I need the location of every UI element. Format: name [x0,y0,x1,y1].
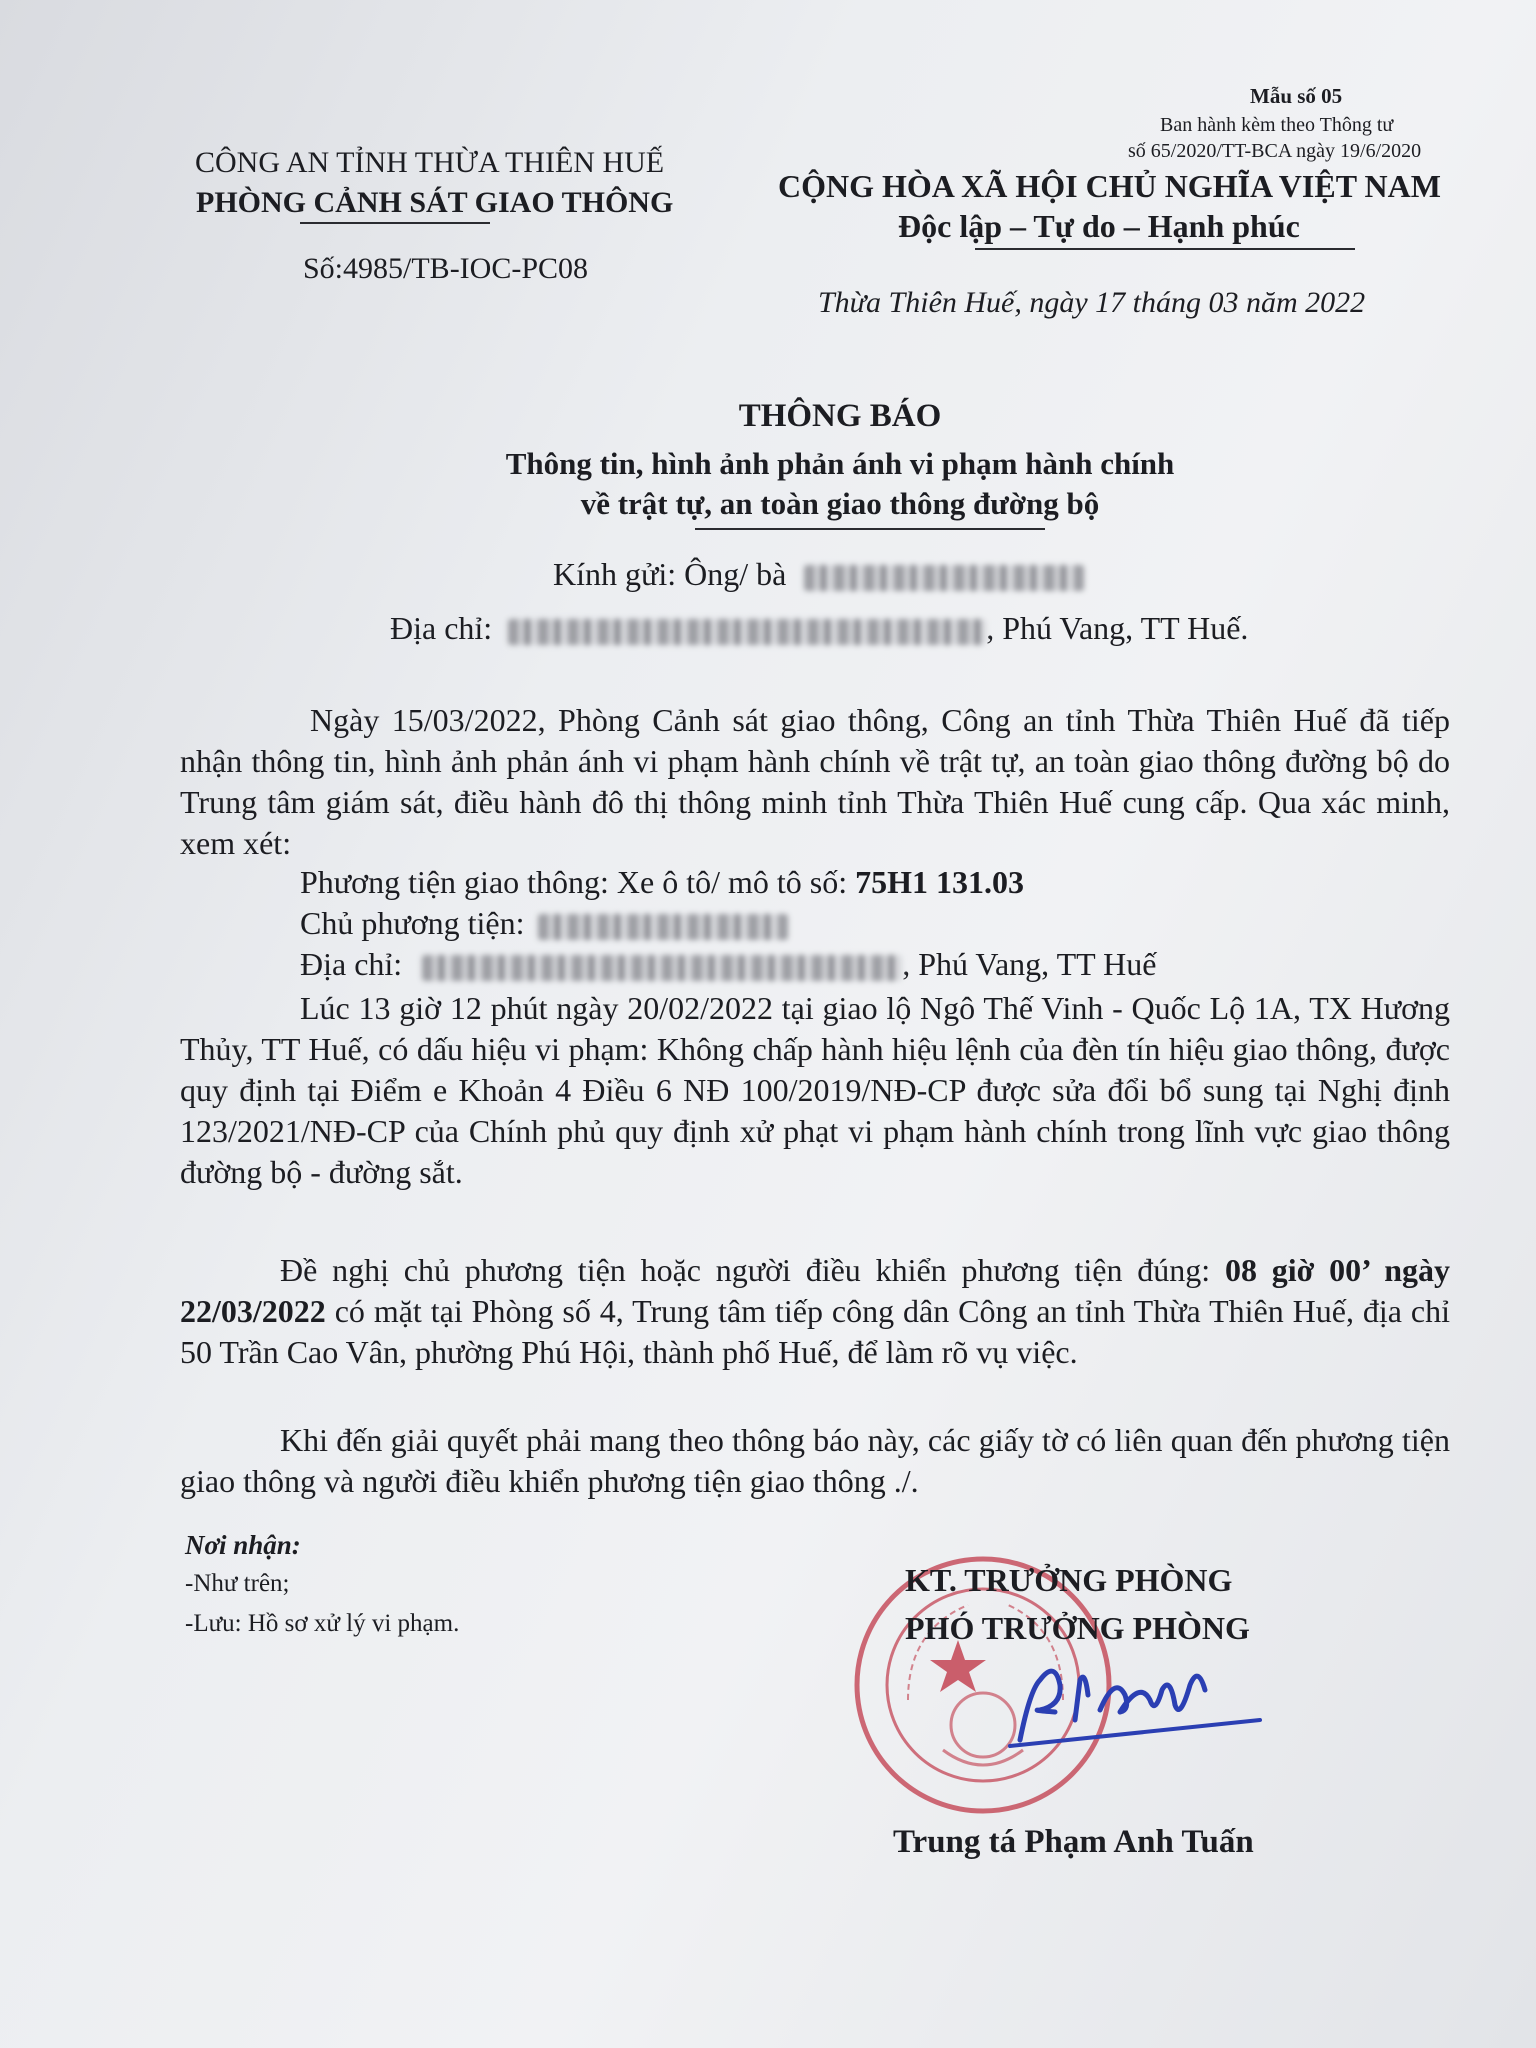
paragraph-intro: Ngày 15/03/2022, Phòng Cảnh sát giao thông, Công an tỉnh Thừa Thiên Huế đã tiếp nhận thông tin, hình ảnh phản ánh vi phạm hành chính về trật tự, an toàn giao thông đường bộ do Trung tâm giám sát, điều hành đô thị thông minh tỉnh Thừa Thiên Huế cung cấp. Qua xác minh, xem xét: [180,702,1450,861]
owner-line [300,905,788,942]
handwritten-signature [1000,1650,1270,1770]
agency-parent: CÔNG AN TỈNH THỪA THIÊN HUẾ [195,146,665,179]
recipient-address-label: Địa chỉ: [390,610,493,646]
owner-label: Chủ phương tiện: [300,905,525,941]
owner-address-label: Địa chỉ: [300,946,403,982]
recipient-line [553,556,1084,593]
paragraph-request [180,1250,1450,1373]
vehicle-plate: 75H1 131.03 [855,864,1025,900]
recipients-line-1: -Như trên; [185,1570,290,1597]
national-motto: Độc lập – Tự do – Hạnh phúc [898,208,1300,244]
title-underline [695,528,1045,530]
paragraph-instructions: Khi đến giải quyết phải mang theo thông báo này, các giấy tờ có liên quan đến phương tiện giao thông và người điều khiển phương tiện giao thông ./. [180,1422,1450,1499]
appointment-time: 08 giờ 00’ ngày 22/03/2022 [180,1252,1451,1329]
redacted-recipient-name [804,565,1084,591]
signature-title-2: PHÓ TRƯỞNG PHÒNG [905,1610,1250,1646]
form-circular: số 65/2020/TT-BCA ngày 19/6/2020 [1128,140,1422,162]
request-text-a: Đề nghị chủ phương tiện hoặc người điều khiển phương tiện đúng: [280,1252,1211,1288]
place-date: Thừa Thiên Huế, ngày 17 tháng 03 năm 2022 [818,286,1366,319]
agency-underline [300,222,490,224]
recipients-label: Nơi nhận: [185,1530,301,1560]
signer-name: Trung tá Phạm Anh Tuấn [893,1824,1254,1860]
recipient-label: Kính gửi: Ông/ bà [553,556,787,592]
agency-name: PHÒNG CẢNH SÁT GIAO THÔNG [196,186,674,219]
vehicle-label: Phương tiện giao thông: Xe ô tô/ mô tô số: [300,864,848,900]
paragraph-violation: Lúc 13 giờ 12 phút ngày 20/02/2022 tại giao lộ Ngô Thế Vinh - Quốc Lộ 1A, TX Hương Thủy, TT Huế, có dấu hiệu vi phạm: Không chấp hành hiệu lệnh của đèn tín hiệu giao thông, được quy định tại Điểm e Khoản 4 Điều 6 NĐ 100/2019/NĐ-CP được sửa đổi bổ sung tại Nghị định 123/2021/NĐ-CP của Chính phủ quy định xử phạt vi phạm hành chính trong lĩnh vực giao thông đường bộ - đường sắt. [180,990,1450,1190]
request-text-b: có mặt tại Phòng số 4, Trung tâm tiếp công dân Công an tỉnh Thừa Thiên Huế, địa chỉ 50 Trần Cao Vân, phường Phú Hội, thành phố Huế, để làm rõ vụ việc. [180,1293,1450,1370]
document-number: Số:4985/TB-IOC-PC08 [303,252,589,285]
motto-underline [975,248,1355,250]
recipient-address-line [390,610,1248,647]
form-number: Mẫu số 05 [1250,84,1343,108]
vehicle-line [300,864,1024,901]
owner-address-line [300,946,1156,983]
recipients-line-2: -Lưu: Hồ sơ xử lý vi phạm. [185,1610,460,1637]
nation-title: CỘNG HÒA XÃ HỘI CHỦ NGHĨA VIỆT NAM [778,168,1441,204]
redacted-owner-address [422,955,902,981]
form-issued-with: Ban hành kèm theo Thông tư [1160,114,1394,136]
recipient-address-tail: , Phú Vang, TT Huế. [986,610,1249,646]
notice-subtitle-1: Thông tin, hình ảnh phản ánh vi phạm hành chính [505,446,1175,481]
notice-subtitle-2: về trật tự, an toàn giao thông đường bộ [580,486,1100,521]
redacted-recipient-address [508,619,986,645]
signature-title-1: KT. TRƯỞNG PHÒNG [905,1562,1233,1598]
redacted-owner-name [538,914,788,940]
owner-address-tail: , Phú Vang, TT Huế [902,946,1157,982]
notice-title: THÔNG BÁO [738,398,942,434]
